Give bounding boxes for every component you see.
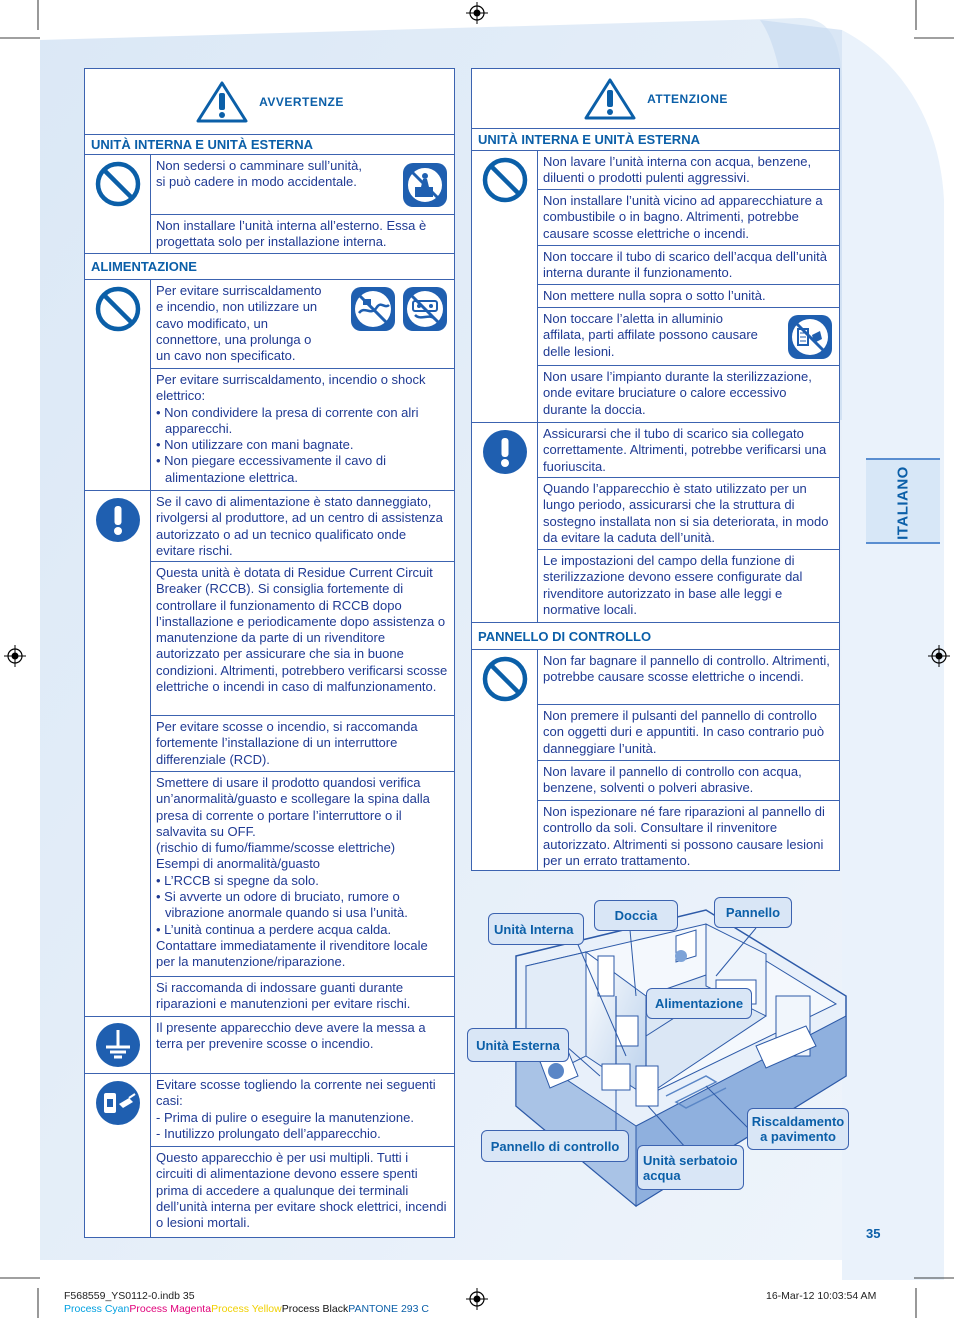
caution-row: Quando l’apparecchio è stato utilizzato per un lungo periodo, assicurarsi che la struttura di sostegno installata non si sia deteriorata, in modo da evitare la caduta dell’unità. [538,478,839,550]
caution-row: Non toccare l’aletta in alluminio affilata, parti affilate possono causare delle lesioni. [538,308,839,366]
icon-cell [85,280,151,491]
page-number: 35 [866,1226,881,1241]
caution-row: Assicurarsi che il tubo di scarico sia collegato correttamente. Altrimenti, potrebbe verificarsi una fuoriuscita. [538,423,839,478]
icon-cell [85,1017,151,1074]
label-power-supply: Alimentazione [646,988,752,1019]
label-shower: Doccia [594,900,678,931]
icon-cell [85,491,151,1017]
no-touch-fin-pictogram-icon [786,313,834,361]
warning-row: Il presente apparecchio deve avere la messa a terra per prevenire scosse o incendio. [151,1017,454,1074]
footer-file-info: F568559_YS0112-0.indb 35 [64,1290,195,1302]
section-header-internal-external: UNITÀ INTERNA E UNITÀ ESTERNA [472,129,839,151]
warning-row: Per evitare surriscaldamento, incendio o shock elettrico: • Non condividere la presa di corrente con alri apparecchi. • Non utilizzare con mani bagnate. • Non piegare eccessivamente il cavo di alimentazione elettrica. [151,369,454,491]
warning-row: Se il cavo di alimentazione è stato danneggiato, rivolgersi al produttore, ad un centro di assistenza autorizzato o ad un tecnico qualificato onde evitare rischi. [151,491,454,562]
icon-cell [85,155,151,254]
caution-row: Non toccare il tubo di scarico dell’acqua dell’unità interna durante il funzionamento. [538,246,839,285]
caution-row: Non far bagnare il pannello di controllo. Altrimenti, potrebbe causare scosse elettriche o incendi. [538,650,839,705]
color-label-cyan: Process Cyan [64,1303,130,1315]
caution-row: Le impostazioni del campo della funzione di sterilizzazione devono essere configurate dal rivenditore autorizzato in base alle leggi e normative locali. [538,550,839,623]
prohibition-icon [95,161,141,207]
icon-cell [85,1074,151,1238]
earth-ground-icon [95,1022,141,1068]
registration-mark-icon [4,645,26,667]
warning-row: Per evitare scosse o incendio, si raccomanda fortemente l’installazione di un interruttore differenziale (RCD). [151,716,454,772]
label-indoor-unit: Unità Interna [488,913,584,945]
section-header-internal-external: UNITÀ INTERNA E UNITÀ ESTERNA [85,135,454,155]
warning-row: Smettere di usare il prodotto quandosi verifica un’anormalità/guasto e scollegare la spina dalla presa di corrente o portare l’interruttore o il salvavita su OFF. (rischio di fumo/fiamme/scosse elettriche) Esempi di anormalità/guasto • L’RCCB si spegne da solo. • Si avverte un odore di bruciato, rumore o vibrazione anormale quando si usa l’unità. • L’unità continua a perdere acqua calda. Contattare immediatamente il rivenditore locale per la manutenzione/riparazione. [151,772,454,977]
warning-row: Questo apparecchio è per usi multipli. Tutti i circuiti di alimentazione devono essere spenti prima di accedere a qualunque dei terminali dell’unità interna per evitare shock elettrici, incendi o lesioni mortali. [156,1150,447,1231]
warning-row: Questa unità è dotata di Residue Current Circuit Breaker (RCCB). Si consiglia fortemente di controllare il funzionamento di RCCB dopo l’installazione e periodicamente dopo assistenza o manutenzione da parte di un rivenditore autorizzato per assicurare che sia in buone condizioni. Altrimenti, potrebbero verificarsi scosse elettriche o incendi in caso di malfunzionamento. [151,562,454,716]
mandatory-action-icon [95,497,141,543]
mandatory-action-icon [482,429,528,475]
caution-panel [471,68,840,871]
caution-row: Non lavare il pannello di controllo con acqua, benzene, solventi o polveri abrasive. [538,761,839,801]
no-modified-cable-pictogram-icon [349,285,397,333]
registration-mark-icon [928,645,950,667]
color-label-yellow: Process Yellow [211,1303,282,1315]
section-header-control-panel: PANNELLO DI CONTROLLO [472,623,839,650]
warning-row: Evitare scosse togliendo la corrente nei seguenti casi: - Prima di pulire o eseguire la manutenzione. - Inutilizzo prolungato dell’apparecchio. [151,1074,454,1147]
footer-timestamp: 16-Mar-12 10:03:54 AM [766,1290,877,1302]
label-panel: Pannello [714,897,792,928]
warning-row: Si raccomanda di indossare guanti durante riparazioni e manutenzioni per evitare rischi. [151,977,454,1017]
label-outdoor-unit: Unità Esterna [467,1028,569,1062]
unplug-icon [95,1080,141,1126]
caution-row: Non usare l’impianto durante la sterilizzazione, onde evitare bruciature o calore eccessivo durante la doccia. [538,366,839,423]
language-tab-label: ITALIANO [894,466,912,540]
prohibition-icon [482,157,528,203]
caution-row: Non lavare l’unità interna con acqua, benzene, diluenti o prodotti pulenti aggressivi. [538,151,839,190]
warning-row: Per evitare surriscaldamento e incendio, non utilizzare un cavo modificato, un connettore, una prolunga o un cavo non specificato. [151,280,454,369]
language-tab [866,458,940,544]
section-header-power: ALIMENTAZIONE [85,254,454,280]
registration-mark-icon [466,1288,488,1310]
color-label-pantone: PANTONE 293 C [348,1303,429,1315]
color-label-black: Process Black [281,1303,349,1315]
icon-cell [472,650,538,871]
caution-row: Non installare l’unità vicino ad apparecchiature a combustibile o in bagno. Altrimenti, potrebbe causare scosse elettriche o incendi. [538,190,839,246]
warning-triangle-icon [195,80,249,124]
caution-header [472,69,839,129]
label-floor-heating: Riscaldamento a pavimento [747,1108,849,1150]
prohibition-icon [482,656,528,702]
caution-row: Non premere il pulsanti del pannello di controllo con oggetti duri e appuntiti. In caso contrario può danneggiare l’unità. [538,705,839,761]
icon-cell [472,151,538,423]
label-control-panel: Pannello di controllo [481,1130,629,1162]
print-color-bar [64,1303,429,1315]
prohibition-icon [95,286,141,332]
registration-mark-icon [466,2,488,24]
caution-triangle-icon [583,77,637,121]
label-water-tank: Unità serbatoio acqua [637,1145,744,1190]
warning-header [85,69,454,135]
color-label-magenta: Process Magenta [129,1303,212,1315]
warning-row: Non installare l’unità interna all’esterno. Essa è progettata solo per installazione interna. [151,215,454,254]
no-extension-cord-pictogram-icon [401,285,449,333]
warning-title: AVVERTENZE [259,94,344,109]
icon-cell [472,423,538,623]
warning-panel [84,68,455,1238]
caution-row: Non mettere nulla sopra o sotto l’unità. [538,285,839,308]
no-climbing-pictogram-icon [401,161,449,209]
caution-title: ATTENZIONE [647,91,728,106]
caution-row: Non ispezionare né fare riparazioni al pannello di controllo da soli. Consultare il rinvenitore autorizzato. Altrimenti si possono causare lesioni per un errato trattamento. [543,804,825,868]
warning-row: Non sedersi o camminare sull’unità, si può cadere in modo accidentale. [151,155,454,215]
